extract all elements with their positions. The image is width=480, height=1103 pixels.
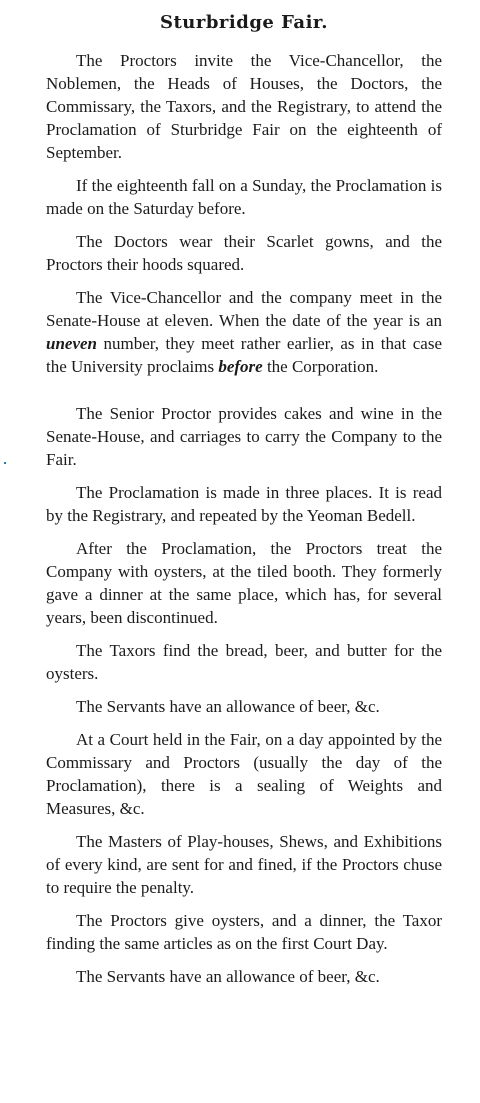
emphasized-text: uneven — [46, 334, 97, 353]
paragraph-text: The Servants have an allowance of beer, &c. — [76, 697, 380, 716]
paragraph-text: The Servants have an allowance of beer, &c. — [76, 967, 380, 986]
paragraph — [46, 49, 442, 164]
paragraph — [46, 830, 442, 899]
document-page — [46, 12, 442, 998]
paragraph-text: The Proclamation is made in three places. It is read by the Registrary, and repeated by the Yeoman Bedell. — [46, 483, 442, 525]
paragraph-text: The Senior Proctor provides cakes and wine in the Senate-House, and carriages to carry the Company to the Fair. — [46, 404, 442, 469]
paragraph — [46, 965, 442, 988]
paragraph — [46, 230, 442, 276]
paragraph-text: If the eighteenth fall on a Sunday, the Proclamation is made on the Saturday before. — [46, 176, 442, 218]
paragraph — [46, 402, 442, 471]
paragraph-text: The Masters of Play-houses, Shews, and Exhibitions of every kind, are sent for and fined, if the Proctors chuse to require the penalty. — [46, 832, 442, 897]
paragraph-text: The Proctors invite the Vice-Chancellor, the Noblemen, the Heads of Houses, the Doctors, the Commissary, the Taxors, and the Registrary, to attend the Proclamation of Sturbridge Fair on the eighteenth of September. — [46, 51, 442, 162]
paragraph — [46, 481, 442, 527]
paragraph-text: The Taxors find the bread, beer, and butter for the oysters. — [46, 641, 442, 683]
paragraph-text: At a Court held in the Fair, on a day appointed by the Commissary and Proctors (usually the day of the Proclamation), there is a sealing of Weights and Measures, &c. — [46, 730, 442, 818]
paragraph — [46, 695, 442, 718]
paragraph — [46, 909, 442, 955]
margin-mark — [4, 462, 6, 464]
page-title: Sturbridge Fair. — [159, 12, 329, 33]
paragraph-text: The Proctors give oysters, and a dinner, the Taxor finding the same articles as on the first Court Day. — [46, 911, 442, 953]
paragraph — [46, 174, 442, 220]
body-text — [46, 49, 442, 988]
paragraph-text: The Doctors wear their Scarlet gowns, and the Proctors their hoods squared. — [46, 232, 442, 274]
paragraph — [46, 728, 442, 820]
paragraph — [46, 537, 442, 629]
emphasized-text: before — [218, 357, 263, 376]
paragraph — [46, 286, 442, 378]
paragraph — [46, 639, 442, 685]
paragraph-text: number, they meet rather earlier, as in that case the University proclaims — [46, 334, 442, 376]
paragraph-text: After the Proclamation, the Proctors treat the Company with oysters, at the tiled booth. They formerly gave a dinner at the same place, which has, for several years, been discontinued. — [46, 539, 442, 627]
paragraph-text: The Vice-Chancellor and the company meet in the Senate-House at eleven. When the date of the year is an — [46, 288, 442, 330]
paragraph-text: the Corporation. — [262, 357, 379, 376]
